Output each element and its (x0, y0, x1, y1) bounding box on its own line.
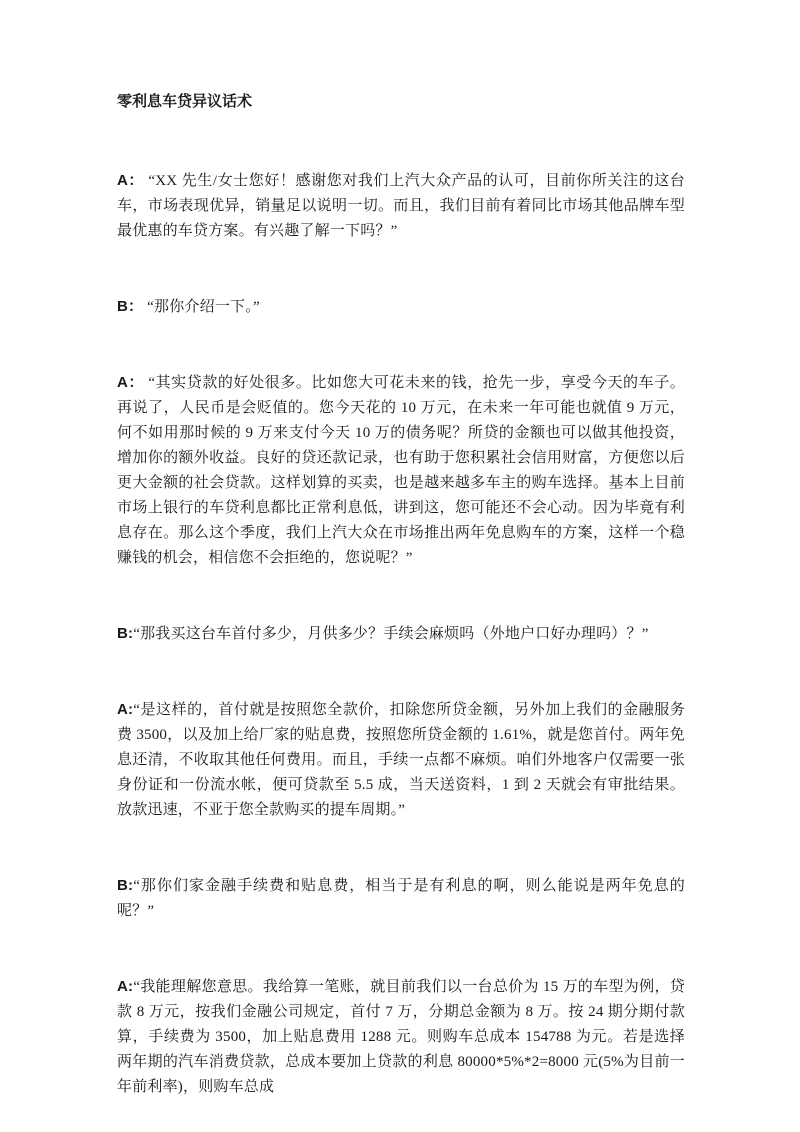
dialogue-paragraph (117, 697, 685, 823)
dialogue-paragraph (117, 873, 685, 924)
speaker-label: B: (117, 625, 134, 642)
dialogue-paragraph (117, 168, 685, 244)
speaker-label: A: (117, 978, 134, 995)
dialogue-paragraph (117, 621, 685, 647)
speaker-label: B: (117, 877, 134, 894)
speaker-label: A： (117, 374, 144, 391)
dialogue-paragraph (117, 294, 685, 320)
dialogue-paragraph (117, 974, 685, 1100)
document-title: 零利息车贷异议话术 (117, 94, 253, 110)
speaker-label: A: (117, 701, 134, 718)
speaker-label: B： (117, 298, 144, 315)
speaker-label: A： (117, 172, 145, 189)
dialogue-text: “是这样的，首付就是按照您全款价，扣除您所贷金额，另外加上我们的金融服务费 3500，以及加上给厂家的贴息费，按照您所贷金额的 1.61%，就是您首付。两年免息还清，不收取其他任何费用。而且，手续一点都不麻烦。咱们外地客户仅需要一张身份证和一份流水帐，便可贷款至 5.5 成，当天送资料，1 到 2 天就会有审批结果。放款迅速，不亚于您全款购买的提车周期。” (117, 702, 685, 818)
dialogue-text: “其实贷款的好处很多。比如您大可花未来的钱，抢先一步，享受今天的车子。再说了，人民币是会贬值的。您今天花的 10 万元，在未来一年可能也就值 9 万元，何不如用那时候的 9 万来支付今天 10 万的债务呢？所贷的金额也可以做其他投资，增加你的额外收益。良好的贷还款记录，也有助于您积累社会信用财富，方便您以后更大金额的社会贷款。这样划算的买卖，也是越来越多车主的购车选择。基本上目前市场上银行的车贷利息都比正常利息低，讲到这，您可能还不会心动。因为毕竟有利息存在。那么这个季度，我们上汽大众在市场推出两年免息购车的方案，这样一个稳赚钱的机会，相信您不会拒绝的，您说呢？” (117, 375, 685, 566)
dialogue-list (117, 168, 685, 1100)
dialogue-text: “那我买这台车首付多少，月供多少？手续会麻烦吗（外地户口好办理吗）？” (133, 626, 649, 642)
dialogue-text: “我能理解您意思。我给算一笔账，就目前我们以一台总价为 15 万的车型为例，贷款 8 万元，按我们金融公司规定，首付 7 万，分期总金额为 8 万。按 24 期分期付款算，手续费为 3500，加上贴息费用 1288 元。则购车总成本 154788 为元。若是选择两年期的汽车消费贷款，总成本要加上贷款的利息 80000*5%*2=8000 元(5%为目前一年前利率)，则购车总成 (117, 979, 685, 1095)
dialogue-text: “XX 先生/女士您好！感谢您对我们上汽大众产品的认可，目前你所关注的这台车，市场表现优异，销量足以说明一切。而且，我们目前有着同比市场其他品牌车型最优惠的车贷方案。有兴趣了解一下吗？” (117, 173, 686, 239)
dialogue-paragraph (117, 370, 685, 571)
dialogue-text: “那你介绍一下。” (143, 299, 260, 315)
dialogue-text: “那你们家金融手续费和贴息费，相当于是有利息的啊，则么能说是两年免息的呢？” (117, 878, 685, 919)
